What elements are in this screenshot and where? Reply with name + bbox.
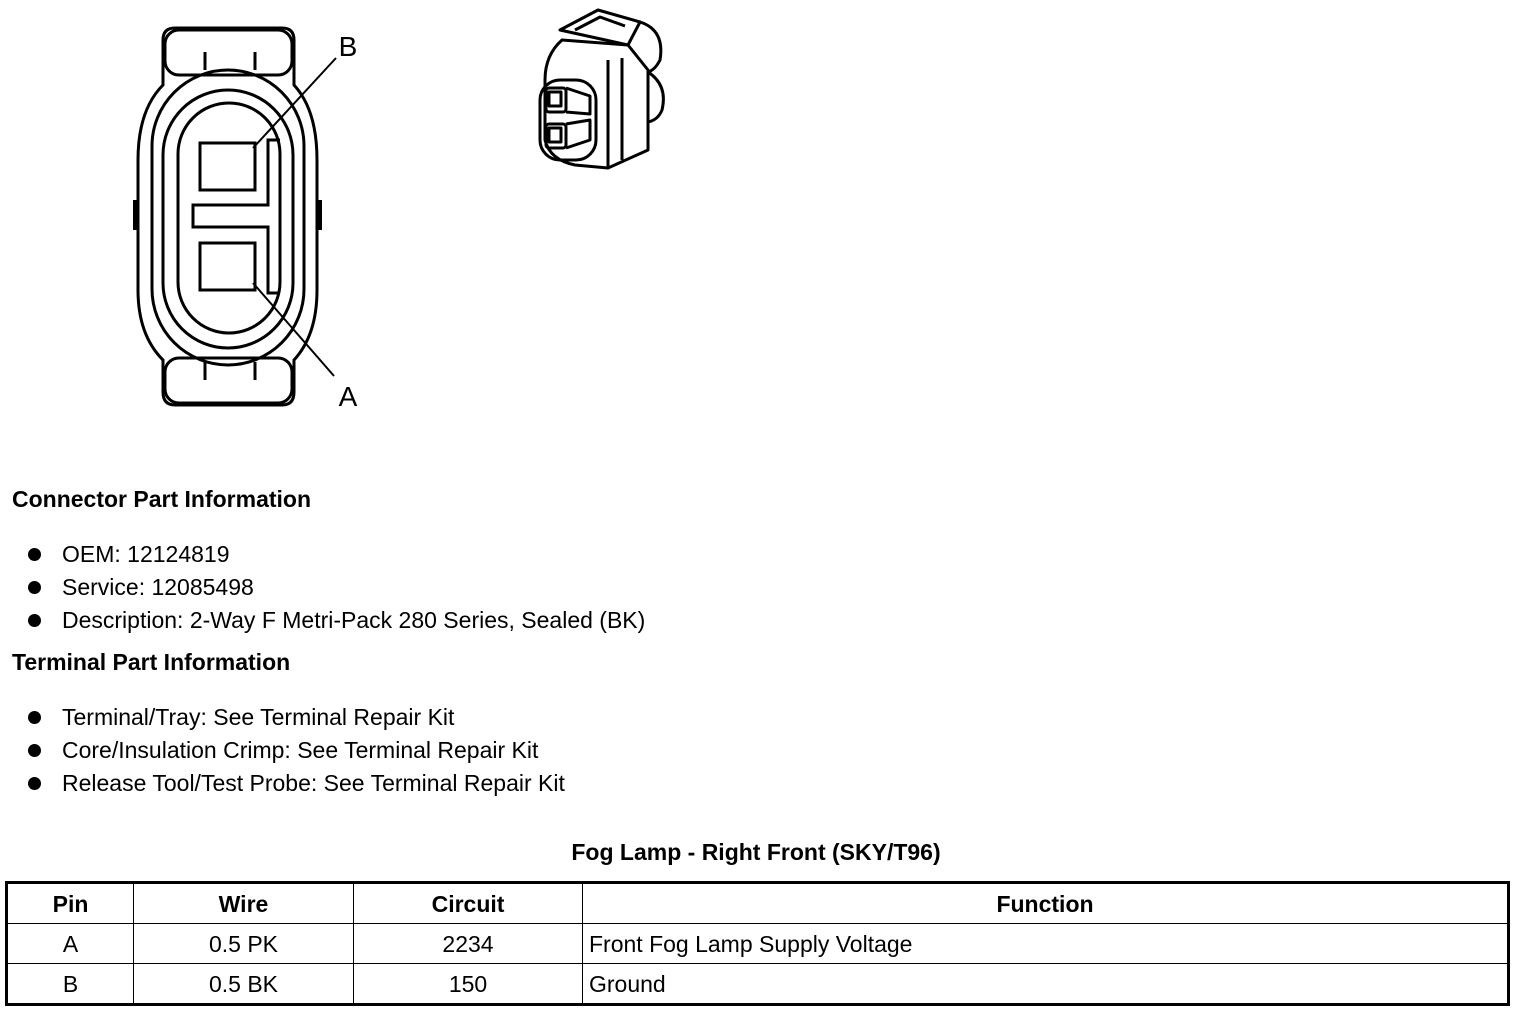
pin-label-b: B <box>338 31 358 62</box>
list-item-text: OEM: 12124819 <box>62 541 230 567</box>
list-item <box>28 769 565 802</box>
list-item-text: Terminal/Tray: See Terminal Repair Kit <box>62 704 455 730</box>
cell-function: Front Fog Lamp Supply Voltage <box>583 924 1509 964</box>
connector-isometric-drawing <box>530 5 670 175</box>
table-header-row <box>7 883 1509 924</box>
column-header-circuit: Circuit <box>354 883 583 924</box>
connector-face-view-drawing <box>125 20 375 415</box>
table-title: Fog Lamp - Right Front (SKY/T96) <box>571 839 941 865</box>
bullet-icon <box>28 548 41 561</box>
bullet-icon <box>28 744 41 757</box>
bullet-icon <box>28 711 41 724</box>
column-header-function: Function <box>583 883 1509 924</box>
list-item-text: Release Tool/Test Probe: See Terminal Repair Kit <box>62 770 565 796</box>
cell-pin: B <box>7 964 134 1005</box>
bullet-icon <box>28 614 41 627</box>
cell-function: Ground <box>583 964 1509 1005</box>
pin-table <box>5 881 1510 1006</box>
list-item <box>28 573 645 606</box>
list-item-text: Service: 12085498 <box>62 574 254 600</box>
list-item <box>28 606 645 639</box>
table-row <box>7 924 1509 964</box>
cell-pin: A <box>7 924 134 964</box>
cell-wire: 0.5 PK <box>134 924 354 964</box>
column-header-wire: Wire <box>134 883 354 924</box>
cell-circuit: 2234 <box>354 924 583 964</box>
list-item-text: Description: 2-Way F Metri-Pack 280 Series, Sealed (BK) <box>62 607 646 633</box>
terminal-part-info-list <box>28 703 565 802</box>
list-item-text: Core/Insulation Crimp: See Terminal Repair Kit <box>62 737 539 763</box>
terminal-part-info-heading: Terminal Part Information <box>12 649 291 675</box>
cell-wire: 0.5 BK <box>134 964 354 1005</box>
list-item <box>28 703 565 736</box>
table-row <box>7 964 1509 1005</box>
list-item <box>28 540 645 573</box>
pin-label-a: A <box>338 381 358 412</box>
connector-part-info-list <box>28 540 645 639</box>
bullet-icon <box>28 777 41 790</box>
list-item <box>28 736 565 769</box>
connector-part-info-heading: Connector Part Information <box>12 486 312 512</box>
bullet-icon <box>28 581 41 594</box>
cell-circuit: 150 <box>354 964 583 1005</box>
column-header-pin: Pin <box>7 883 134 924</box>
